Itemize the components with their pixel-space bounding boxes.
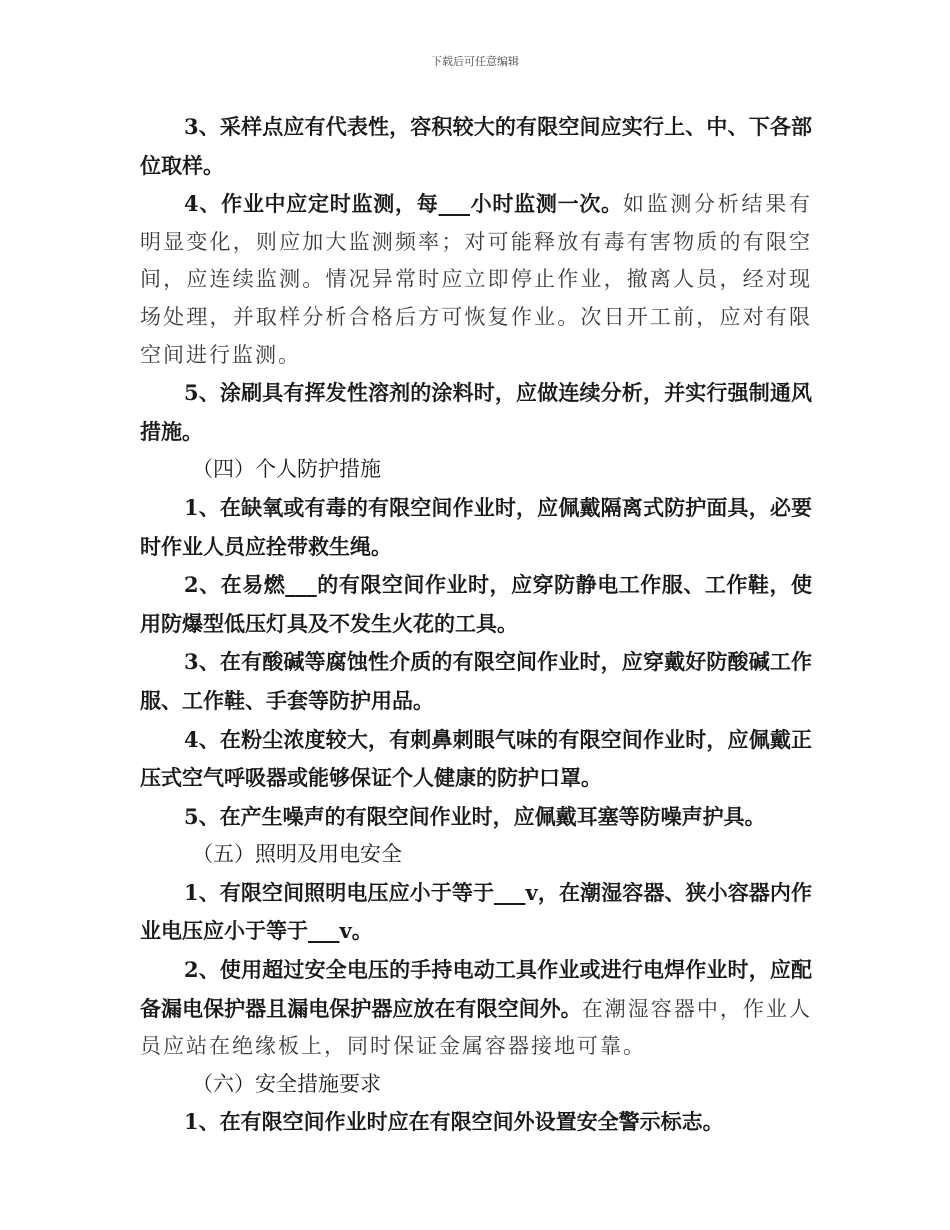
paragraph-bold-text: 3、采样点应有代表性，容积较大的有限空间应实行上、中、下各部位取样。 [140, 114, 812, 178]
paragraph-bold-text: 1、有限空间照明电压应小于等于___v，在潮湿容器、狭小容器内作业电压应小于等于___v。 [140, 879, 812, 944]
paragraph-bold-text: 2、使用超过安全电压的手持电动工具作业或进行电焊作业时，应配备漏电保护器且漏电保护器应放在有限空间外。 [140, 957, 812, 1021]
section-heading-personal-protection [140, 451, 812, 489]
paragraph-coating-ventilation [140, 374, 812, 451]
paragraph-warning-signs [140, 1103, 812, 1142]
page-header: 下载后可任意编辑 [431, 55, 519, 68]
section-heading-text: （四）个人防护措施 [192, 457, 381, 482]
paragraph-lighting-voltage [140, 874, 812, 951]
paragraph-bold-text: 2、在易燃___的有限空间作业时，应穿防静电工作服、工作鞋，使用防爆型低压灯具及不发生火花的工具。 [140, 572, 812, 636]
paragraph-normal-text: 在潮湿容器中，作业人员应站在绝缘板上，同时保证金属容器接地可靠。 [140, 996, 813, 1059]
section-heading-text: （五）照明及用电安全 [192, 842, 402, 867]
paragraph-bold-text: 1、在缺氧或有毒的有限空间作业时，应佩戴隔离式防护面具，必要时作业人员应拴带救生绳。 [140, 494, 812, 559]
paragraph-sampling-points [140, 108, 812, 185]
paragraph-bold-text: 1、在有限空间作业时应在有限空间外设置安全警示标志。 [184, 1109, 724, 1135]
document-body [140, 108, 812, 1142]
paragraph-bold-text: 4、作业中应定时监测，每___小时监测一次。 [184, 191, 623, 217]
paragraph-bold-text: 5、在产生噪声的有限空间作业时，应佩戴耳塞等防噪声护具。 [184, 803, 766, 829]
section-heading-lighting-electricity [140, 836, 812, 874]
paragraph-leakage-protector [140, 951, 812, 1066]
paragraph-normal-text: 如监测分析结果有明显变化，则应加大监测频率；对可能释放有毒有害物质的有限空间，应连续监测。情况异常时应立即停止作业，撤离人员，经对现场处理，并取样分析合格后方可恢复作业。次日开工前，应对有限空间进行监测。 [140, 192, 812, 367]
paragraph-acid-alkali-protection [140, 643, 812, 720]
paragraph-antistatic-clothing [140, 566, 812, 643]
section-heading-safety-requirements [140, 1066, 812, 1104]
paragraph-timed-monitoring [140, 185, 812, 374]
paragraph-bold-text: 3、在有酸碱等腐蚀性介质的有限空间作业时，应穿戴好防酸碱工作服、工作鞋、手套等防护用品。 [140, 649, 812, 713]
paragraph-isolation-mask [140, 489, 812, 566]
paragraph-bold-text: 4、在粉尘浓度较大，有刺鼻刺眼气味的有限空间作业时，应佩戴正压式空气呼吸器或能够保证个人健康的防护口罩。 [140, 726, 812, 791]
paragraph-dust-respirator [140, 721, 812, 798]
paragraph-bold-text: 5、涂刷具有挥发性溶剂的涂料时，应做连续分析，并实行强制通风措施。 [140, 380, 812, 444]
section-heading-text: （六）安全措施要求 [192, 1071, 381, 1096]
paragraph-noise-protection [140, 798, 812, 837]
